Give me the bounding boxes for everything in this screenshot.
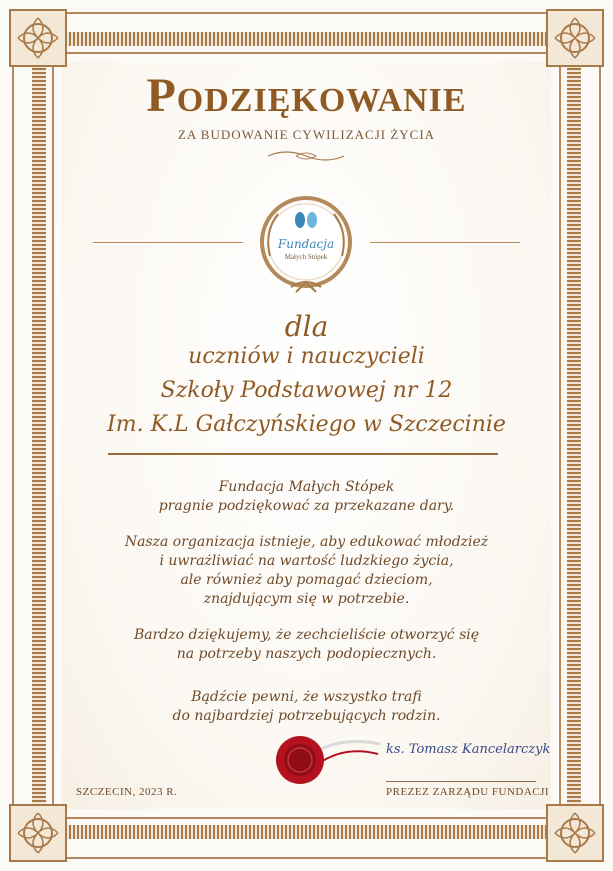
- body-line: i uwrażliwiać na wartość ludzkiego życia,: [159, 553, 454, 569]
- flourish-icon: [266, 146, 346, 166]
- recipient-prefix: dla: [284, 310, 329, 343]
- logo-divider-right: [370, 242, 520, 243]
- recipient-line-2: Szkoły Podstawowej nr 12: [160, 378, 453, 403]
- wax-seal-icon: [270, 724, 380, 794]
- corner-ornament-icon: [8, 803, 68, 863]
- certificate-title: Podziękowanie: [146, 69, 467, 122]
- body-paragraph: [0, 533, 613, 609]
- top-inner-line: [45, 52, 568, 54]
- body-paragraph: [0, 688, 613, 726]
- place-date: SZCZECIN, 2023 R.: [76, 786, 178, 798]
- body-paragraph: [0, 626, 613, 664]
- body-line: Fundacja Małych Stópek: [218, 479, 395, 495]
- corner-ornament-icon: [545, 803, 605, 863]
- recipient-divider: [108, 453, 498, 455]
- recipient-line-3: Im. K.L Gałczyńskiego w Szczecinie: [107, 412, 506, 437]
- logo-subname: Małych Stópek: [284, 253, 328, 261]
- foundation-logo: [256, 192, 356, 302]
- body-line: Bardzo dziękujemy, że zechcieliście otworzyć się: [133, 627, 480, 643]
- body-line: ale również aby pomagać dzieciom,: [180, 572, 433, 588]
- body-line: Bądźcie pewni, że wszystko trafi: [191, 689, 422, 705]
- recipient-line-1: uczniów i nauczycieli: [188, 344, 425, 369]
- certificate-subtitle: ZA BUDOWANIE CYWILIZACJI ŻYCIA: [177, 127, 436, 142]
- body-line: do najbardziej potrzebujących rodzin.: [172, 708, 441, 724]
- signatory-role: PREZEZ ZARZĄDU FUNDACJI: [386, 786, 550, 798]
- signature: ks. Tomasz Kancelarczyk: [386, 742, 551, 757]
- body-paragraph: [0, 478, 613, 516]
- signature-line: [386, 781, 536, 782]
- corner-ornament-icon: [8, 8, 68, 68]
- bottom-frame-band: [45, 825, 568, 839]
- logo-name: Fundacja: [277, 237, 335, 251]
- body-line: znajdującym się w potrzebie.: [203, 591, 410, 607]
- corner-ornament-icon: [545, 8, 605, 68]
- body-line: pragnie podziękować za przekazane dary.: [158, 498, 455, 514]
- bottom-inner-line: [45, 817, 568, 819]
- body-line: Nasza organizacja istnieje, aby edukować młodzież: [124, 534, 489, 550]
- logo-divider-left: [93, 242, 243, 243]
- top-frame-band: [45, 32, 568, 46]
- body-line: na potrzeby naszych podopiecznych.: [176, 646, 437, 662]
